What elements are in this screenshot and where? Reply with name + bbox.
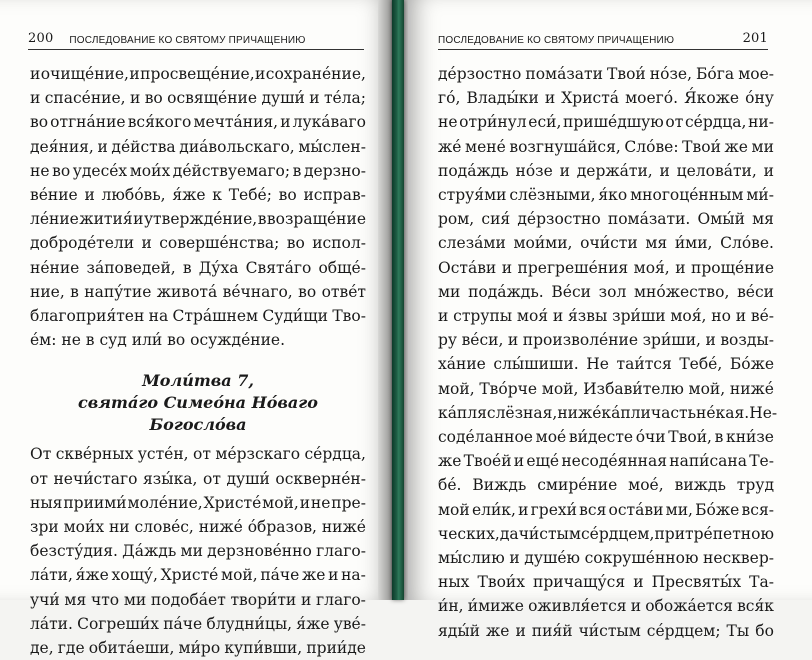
text-line: ром, сия́ де́рзостно пома́зати. Омы́й мя <box>438 210 774 229</box>
text-line: ние, в напу́тие живота́ ве́чнаго, во отве́т <box>30 282 366 301</box>
text-line: Оста́ви и прегреше́ния моя́, и проще́ние <box>438 258 774 277</box>
prayer-text-block <box>30 442 366 660</box>
text-line: же Твое́й и еще́ несоде́янная напи́сана Те- <box>438 452 774 471</box>
text-line: мой ели́к, и грехи́ вся оста́ви ми, Бо́же вся- <box>438 500 774 519</box>
text-line: го́, Влады́ки и Христа́ моего́. Я́коже о́ну <box>438 89 774 108</box>
right-page <box>408 0 812 640</box>
text-line: и спасе́ние, и во освяще́ние души́ и те́ла; <box>30 89 366 108</box>
left-page <box>0 0 390 658</box>
text-line: ныя приими́ моле́ние, Христе́ мой, и не пре- <box>30 493 366 512</box>
text-line: ла́ти. Согреши́х па́че блудни́цы, я́же уве́- <box>30 614 366 633</box>
text-line: не́ние за́поведей, в Ду́ха Свята́го обще́- <box>30 258 366 277</box>
prayer-title <box>30 370 366 436</box>
text-line: учи́ мя что ми подоба́ет твори́ти и глаго- <box>30 590 366 609</box>
text-line: соде́ланное мое́ ви́десте о́чи Твои́, в кни́зе <box>438 428 774 447</box>
text-line: ческих, да чи́стым се́рдцем, притре́петною <box>438 524 774 543</box>
left-page-number: 200 <box>28 31 54 46</box>
text-line: ка́пля слёзная, ниже́ ка́пли часть не́кая. Не- <box>438 403 778 422</box>
text-line: ле́ние жития́ и утвержде́ние, в возраще́ние <box>30 210 366 229</box>
right-running-head: ПОСЛЕДОВАНИЕ КО СВЯТОМУ ПРИЧАЩЕНИЮ <box>438 35 675 46</box>
text-line: ла́ти, я́же хощу́, Христе́ мой, па́че же и на- <box>30 566 366 585</box>
prayer-title-number: Моли́тва 7, <box>142 371 254 391</box>
left-page-text <box>30 62 366 660</box>
right-page-header <box>438 26 768 50</box>
text-line: ха́ние слы́шиши. Не таи́тся Тебе́, Бо́же <box>438 355 774 374</box>
text-line: дея́ния, и де́йства диа́вольскаго, мы́слен- <box>30 137 366 156</box>
text-line: бе́. Виждь смире́ние мое́, виждь труд <box>438 476 774 495</box>
text-line: слеза́ми мои́ми, очи́сти мя и́ми, Сло́ве. <box>438 234 774 253</box>
text-line: и струпы моя́ и я́звы зри́ши моя́, но и ве́- <box>438 307 774 326</box>
text-line: ру ве́си, и произволе́ние зри́ши, и возды- <box>438 331 774 350</box>
text-line: не во удесе́х мои́х де́йствуемаго; в дерзно- <box>30 161 366 180</box>
text-line: мы́слию и душе́ю сокруше́нною несквер- <box>438 549 774 568</box>
text-line: струя́ми слёзными, я́ко многоце́нным ми́- <box>438 186 774 205</box>
text-line: и́н, и́миже оживля́ется и обожа́ется вся́к <box>438 597 774 616</box>
bookmark-ribbon <box>392 0 404 600</box>
text-line: ми пода́ждь. Ве́си зол мно́жество, ве́си <box>438 282 774 301</box>
text-line: доброде́тели и соверше́нства; во испол- <box>30 234 366 253</box>
left-text-block <box>30 62 366 352</box>
right-page-number: 201 <box>742 31 768 46</box>
prayer-title-author: свята́го Симео́на Но́ваго Богосло́ва <box>78 393 318 435</box>
right-text-block <box>438 62 778 643</box>
text-line: благоприя́тен на Стра́шнем Суди́щи Тво- <box>30 307 366 326</box>
text-line: е́м: не в суд или́ во осужде́ние. <box>30 331 286 350</box>
text-line: безсту́дия. Да́ждь ми дерзнове́нно глаго- <box>30 542 366 561</box>
text-line: не отри́нул еси́, прише́дшую от се́рдца, ни- <box>438 113 774 132</box>
left-running-head: ПОСЛЕДОВАНИЕ КО СВЯТОМУ ПРИЧАЩЕНИЮ <box>69 35 306 46</box>
left-page-header <box>28 26 364 50</box>
text-line: От скве́рных усте́н, от ме́рзскаго се́рдца, <box>30 445 366 464</box>
text-line: мой, Тво́рче мой, Избави́телю мой, ниже́ <box>438 379 774 398</box>
text-line: де, где обита́еши, ми́ро купи́вши, прии́де <box>30 639 366 658</box>
text-line: во отгна́ние вся́кого мечта́ния, и лука́ваго <box>30 113 366 132</box>
text-line: же́ мене́ возгнуша́йся, Сло́ве: Твои́ же ми <box>438 137 774 156</box>
text-line: ве́ние и любо́вь, я́же к Тебе́; во исправ- <box>30 186 366 205</box>
text-line: ных Твои́х причащу́ся и Пресвяты́х Та- <box>438 573 774 592</box>
text-line: де́рзостно пома́зати Твои́ но́зе, Бо́га мое- <box>438 65 774 83</box>
text-line: яды́й же и пия́й чи́стым се́рдцем; Ты бо <box>438 621 774 640</box>
text-line: пода́ждь но́зе и держа́ти, и целова́ти, и <box>438 161 774 180</box>
text-line: от нечи́стаго язы́ка, от души́ оскверне́н- <box>30 469 366 488</box>
text-line: и очище́ние, и просвеще́ние, и сохране́ние, <box>30 65 366 83</box>
right-page-text <box>438 62 778 643</box>
text-line: зри мои́х ни слове́с, ниже́ о́бразов, ниже́ <box>30 518 366 537</box>
